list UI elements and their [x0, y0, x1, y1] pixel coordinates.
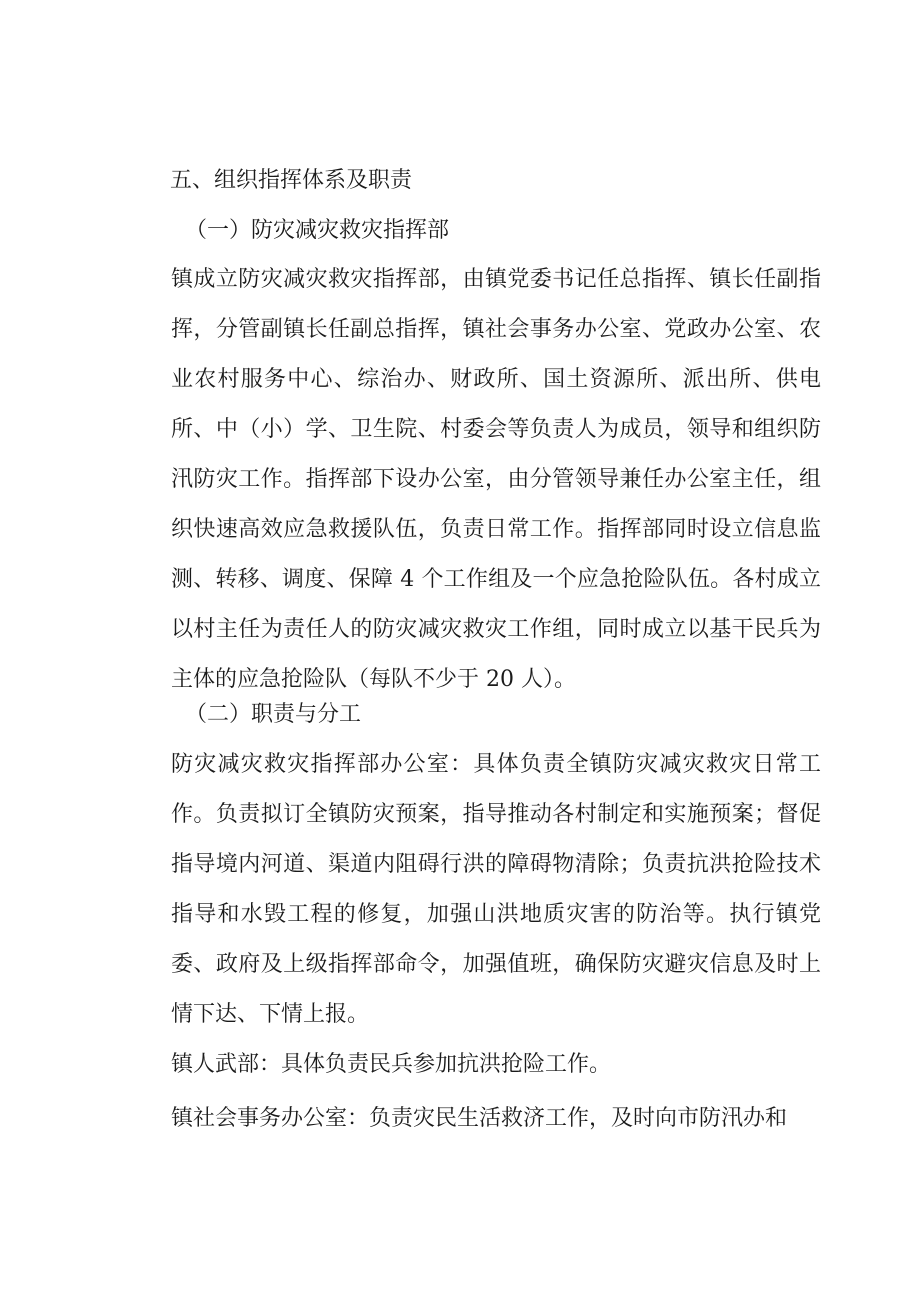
section-heading: 五、组织指挥体系及职责: [170, 168, 413, 193]
subsection-heading-duties: （二）职责与分工: [185, 702, 362, 727]
paragraph-armed-forces-duties: 镇人武部：具体负责民兵参加抗洪抢险工作。: [171, 1052, 612, 1077]
subsection-heading-command: （一）防灾减灾救灾指挥部: [185, 218, 450, 243]
paragraph-command-structure: 镇成立防灾减灾救灾指挥部，由镇党委书记任总指挥、镇长任副指挥，分管副镇长任副总指挥，镇社会事务办公室、党政办公室、农业农村服务中心、综治办、财政所、国土资源所、派出所、供电所、中（小）学、卫生院、村委会等负责人为成员，领导和组织防汛防灾工作。指挥部下设办公室，由分管领导兼任办公室主任，组织快速高效应急救援队伍，负责日常工作。指挥部同时设立信息监测、转移、调度、保障 4 个工作组及一个应急抢险队伍。各村成立以村主任为责任人的防灾减灾救灾工作组，同时成立以基干民兵为主体的应急抢险队（每队不少于 20 人）。: [171, 267, 821, 692]
paragraph-office-duties: 防灾减灾救灾指挥部办公室：具体负责全镇防灾减灾救灾日常工作。负责拟订全镇防灾预案，指导推动各村制定和实施预案；督促指导境内河道、渠道内阻碍行洪的障碍物清除；负责抗洪抢险技术指导和水毁工程的修复，加强山洪地质灾害的防治等。执行镇党委、政府及上级指挥部命令，加强值班，确保防灾避灾信息及时上情下达、下情上报。: [171, 752, 821, 1027]
paragraph-social-affairs-duties: 镇社会事务办公室：负责灾民生活救济工作，及时向市防汛办和: [171, 1106, 788, 1131]
